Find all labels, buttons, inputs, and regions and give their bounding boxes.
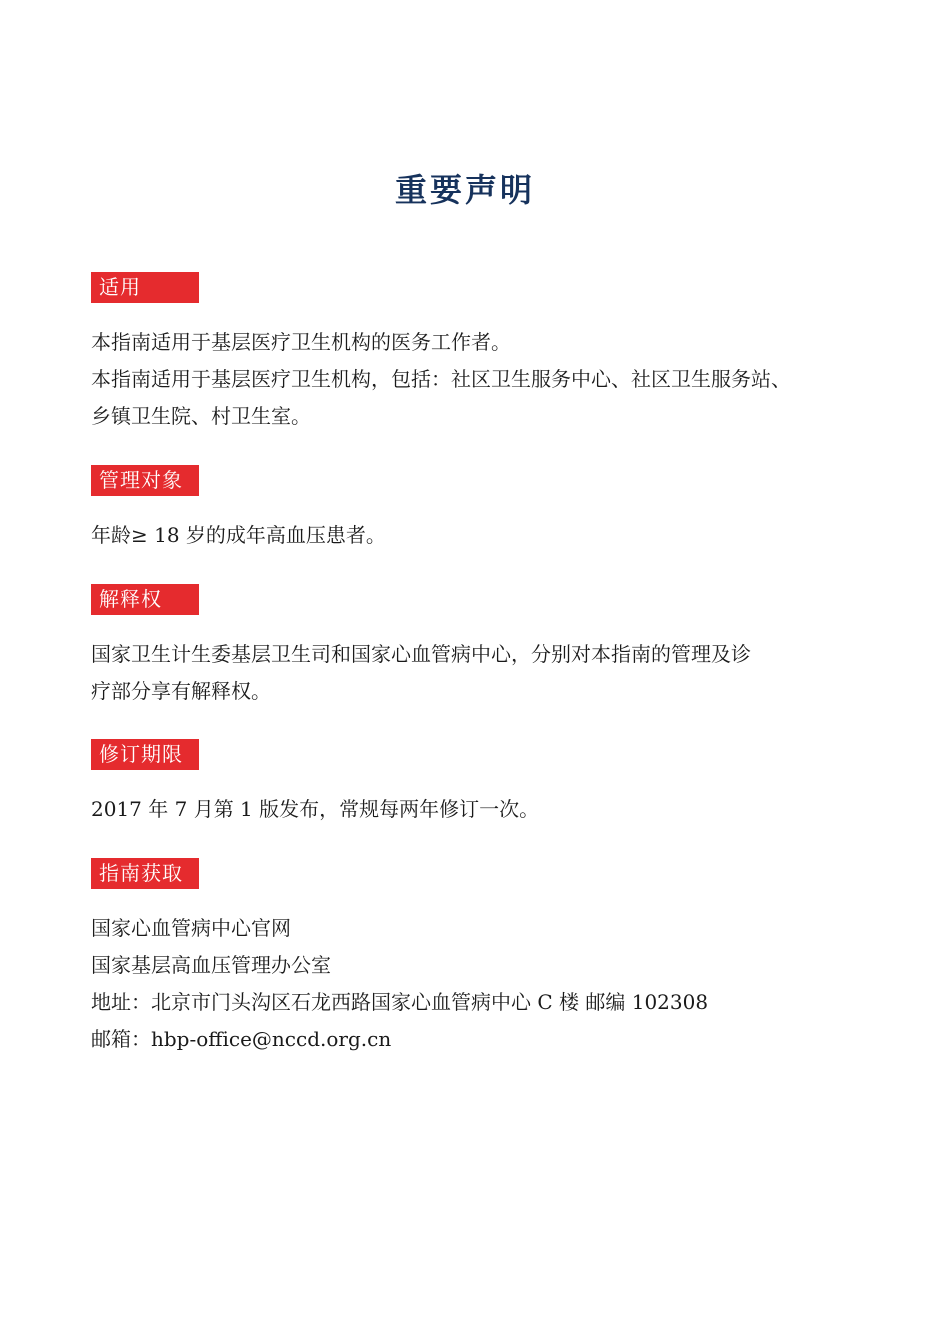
section-body xyxy=(91,791,871,828)
section-target-population xyxy=(91,465,871,554)
section-label: 解释权 xyxy=(91,584,199,615)
body-line: 邮箱：hbp-office@nccd.org.cn xyxy=(91,1027,392,1051)
section-label: 指南获取 xyxy=(91,858,199,889)
section-interpretation xyxy=(91,584,871,710)
section-body xyxy=(91,324,871,435)
section-label: 适用 xyxy=(91,272,199,303)
body-line: 国家卫生计生委基层卫生司和国家心血管病中心，分别对本指南的管理及诊 xyxy=(91,642,751,666)
body-line: 本指南适用于基层医疗卫生机构的医务工作者。 xyxy=(91,330,511,354)
body-line: 本指南适用于基层医疗卫生机构，包括：社区卫生服务中心、社区卫生服务站、 xyxy=(91,367,791,391)
body-line: 国家心血管病中心官网 xyxy=(91,916,291,940)
body-line: 地址：北京市门头沟区石龙西路国家心血管病中心 C 楼 邮编 102308 xyxy=(91,990,709,1014)
section-label: 修订期限 xyxy=(91,739,199,770)
body-line: 年龄≥ 18 岁的成年高血压患者。 xyxy=(91,523,386,547)
section-label: 管理对象 xyxy=(91,465,199,496)
section-access xyxy=(91,858,871,1058)
section-body xyxy=(91,517,871,554)
section-body xyxy=(91,910,871,1058)
body-line: 2017 年 7 月第 1 版发布，常规每两年修订一次。 xyxy=(91,797,540,821)
body-line: 国家基层高血压管理办公室 xyxy=(91,953,331,977)
section-applicability xyxy=(91,272,871,435)
page-title: 重要声明 xyxy=(394,171,535,209)
section-revision xyxy=(91,739,871,828)
section-body xyxy=(91,636,871,710)
body-line: 乡镇卫生院、村卫生室。 xyxy=(91,404,311,428)
body-line: 疗部分享有解释权。 xyxy=(91,679,271,703)
